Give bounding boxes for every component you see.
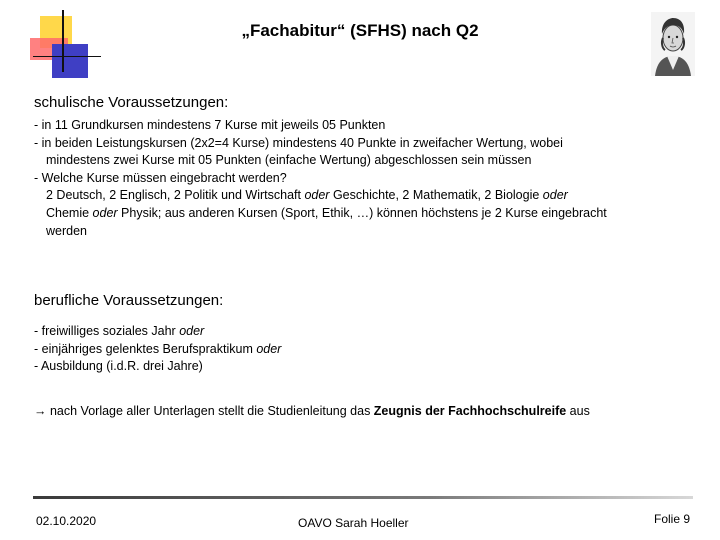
text-span: Chemie	[46, 205, 93, 220]
text-span: 2 Deutsch, 2 Englisch, 2 Politik und Wirtschaft	[46, 188, 305, 203]
school-line-5	[34, 187, 694, 205]
text-span: nach Vorlage aller Unterlagen stellt die Studienleitung das	[46, 404, 374, 418]
school-requirements-list	[34, 117, 694, 240]
text-span: - einjähriges gelenktes Berufspraktikum	[34, 341, 257, 356]
footer-date: 02.10.2020	[36, 514, 97, 528]
work-requirements-heading: berufliche Voraussetzungen:	[34, 292, 224, 309]
footer-divider	[33, 496, 693, 499]
school-line-3: mindestens zwei Kurse mit 05 Punkten (einfache Wertung) abgeschlossen sein müssen	[46, 153, 532, 168]
school-line-6	[34, 205, 694, 223]
decor-blue-square	[52, 44, 88, 78]
text-span: aus	[566, 404, 590, 418]
school-requirements-heading: schulische Voraussetzungen:	[34, 94, 229, 111]
emphasis-oder: oder	[179, 324, 205, 338]
slide-title: „Fachabitur“ (SFHS) nach Q2	[241, 21, 479, 40]
arrow-icon: →	[34, 404, 47, 418]
portrait-image	[651, 12, 695, 76]
work-item-3: - Ausbildung (i.d.R. drei Jahre)	[34, 359, 203, 374]
emphasis-oder: oder	[542, 188, 568, 203]
decor-horizontal-line	[33, 56, 101, 57]
slide-number: Folie 9	[654, 512, 691, 526]
text-span: Geschichte, 2 Mathematik, 2 Biologie	[329, 188, 543, 203]
certificate-note	[34, 404, 590, 418]
work-item-1	[34, 323, 694, 341]
emphasis-oder: oder	[256, 341, 282, 356]
school-line-7: werden	[46, 223, 87, 238]
work-item-2	[34, 341, 694, 359]
work-requirements-list	[34, 323, 694, 376]
certificate-name: Zeugnis der Fachhochschulreife	[373, 404, 567, 418]
school-line-1: - in 11 Grundkursen mindestens 7 Kurse mit jeweils 05 Punkten	[34, 118, 386, 132]
text-span: - freiwilliges soziales Jahr	[34, 324, 180, 338]
emphasis-oder: oder	[92, 205, 118, 220]
footer-author: OAVO Sarah Hoeller	[298, 516, 409, 530]
decor-vertical-line	[62, 10, 64, 72]
text-span: Physik; aus anderen Kursen (Sport, Ethik, …) können höchstens je 2 Kurse eingebracht	[117, 205, 607, 220]
school-line-4: - Welche Kurse müssen eingebracht werden?	[34, 170, 287, 185]
school-line-2: - in beiden Leistungskursen (2x2=4 Kurse) mindestens 40 Punkte in zweifacher Wertung, wobei	[34, 135, 563, 150]
emphasis-oder: oder	[304, 188, 330, 203]
